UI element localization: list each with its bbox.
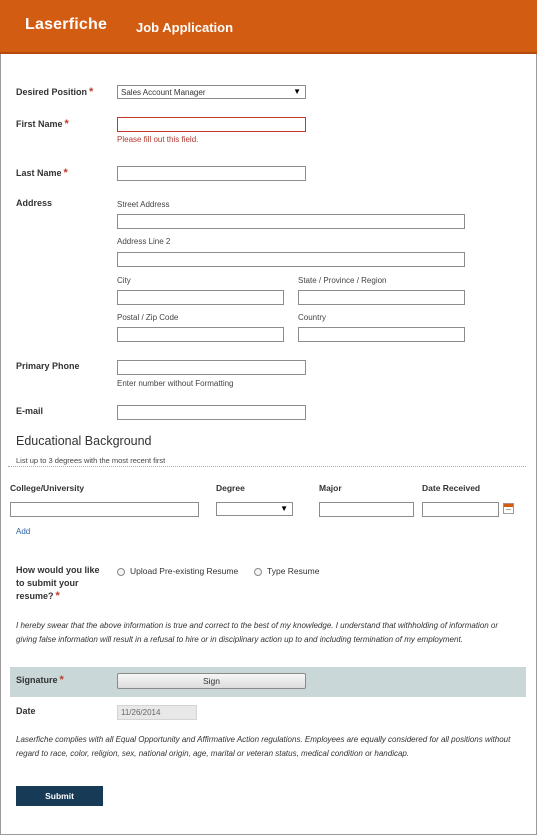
state-input[interactable] [298, 290, 465, 305]
city-input[interactable] [117, 290, 284, 305]
address-line2-input[interactable] [117, 252, 465, 267]
required-asterisk: * [89, 86, 94, 98]
first-name-error: Please fill out this field. [117, 135, 199, 144]
dropdown-arrow-icon: ▼ [293, 87, 301, 96]
last-name-label: Last Name * [16, 167, 68, 179]
last-name-input[interactable] [117, 166, 306, 181]
date-label: Date [16, 706, 36, 716]
zip-label: Postal / Zip Code [117, 313, 179, 322]
desired-position-select[interactable] [117, 85, 306, 99]
required-asterisk: * [55, 590, 60, 602]
type-resume-label: Type Resume [267, 566, 320, 576]
first-name-label: First Name * [16, 118, 69, 130]
state-label: State / Province / Region [298, 276, 387, 285]
required-asterisk: * [63, 167, 68, 179]
required-asterisk: * [64, 118, 69, 130]
zip-input[interactable] [117, 327, 284, 342]
degree-column-header: Degree [216, 483, 245, 493]
type-resume-radio[interactable] [254, 568, 262, 576]
address-label: Address [16, 198, 53, 208]
desired-position-value: Sales Account Manager [121, 88, 206, 97]
required-asterisk: * [59, 674, 64, 686]
desired-position-label: Desired Position * [16, 86, 94, 98]
street-address-input[interactable] [117, 214, 465, 229]
upload-resume-radio[interactable] [117, 568, 125, 576]
eeo-statement: Laserfiche complies with all Equal Opportunity and Affirmative Action regulations. Employees are equally considered for all positions without regard to race, color, religion, sex, national origin, age, marital or veteran status, medical condition or handicap. [16, 735, 511, 758]
header-bar [0, 0, 537, 54]
phone-hint: Enter number without Formatting [117, 379, 234, 388]
phone-input[interactable] [117, 360, 306, 375]
email-input[interactable] [117, 405, 306, 420]
major-column-header: Major [319, 483, 342, 493]
country-label: Country [298, 313, 327, 322]
section-divider [8, 466, 526, 467]
degree-select[interactable] [216, 502, 293, 516]
date-received-column-header: Date Received [422, 483, 481, 493]
dropdown-arrow-icon: ▼ [280, 504, 288, 513]
country-input[interactable] [298, 327, 465, 342]
city-label: City [117, 276, 131, 285]
upload-resume-label: Upload Pre-existing Resume [130, 566, 239, 576]
education-section-subtitle: List up to 3 degrees with the most recent first [16, 456, 166, 465]
date-received-input[interactable] [422, 502, 499, 517]
laserfiche-logo: Laserfiche [25, 16, 108, 33]
phone-label: Primary Phone [16, 361, 80, 371]
resume-question-label: How would you like to submit your resume? * [16, 565, 100, 602]
signature-label: Signature * [16, 674, 64, 686]
education-section-title: Educational Background [16, 434, 152, 448]
date-field: 11/26/2014 [117, 705, 197, 720]
add-degree-link[interactable]: Add [16, 527, 31, 536]
college-input[interactable] [10, 502, 199, 517]
sign-button[interactable]: Sign [117, 673, 306, 689]
submit-button[interactable]: Submit [16, 786, 103, 806]
email-label: E-mail [16, 406, 44, 416]
form-title: Job Application [136, 20, 234, 35]
address-line2-label: Address Line 2 [117, 237, 171, 246]
first-name-input[interactable] [117, 117, 306, 132]
truth-statement: I hereby swear that the above information is true and correct to the best of my knowledge. I understand that withholding of information or giving false information will result in a refusal to hire or in disciplinary action up to and including termination of my employment. [16, 621, 499, 644]
street-address-label: Street Address [117, 200, 170, 209]
calendar-icon[interactable] [503, 503, 514, 514]
college-column-header: College/University [10, 483, 85, 493]
major-input[interactable] [319, 502, 414, 517]
